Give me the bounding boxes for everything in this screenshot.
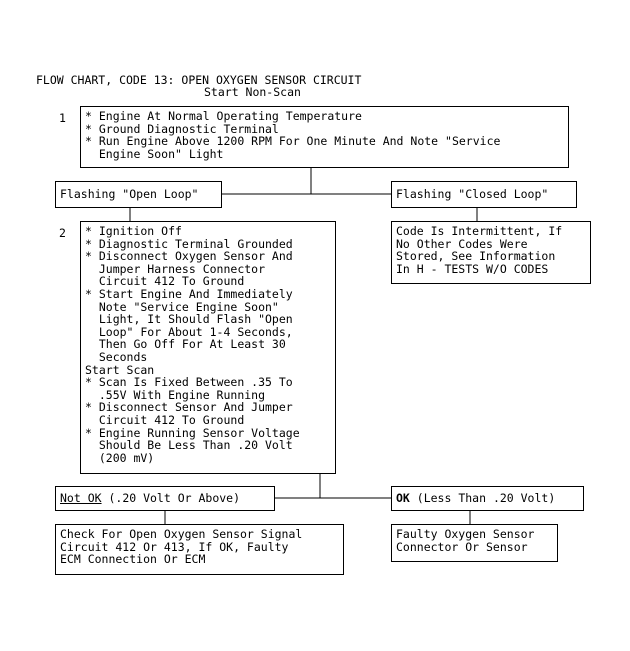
check-circuit-line: Circuit 412 Or 413, If OK, Faulty <box>60 539 289 554</box>
ok-key: OK <box>396 491 410 505</box>
intermittent-box <box>391 221 591 284</box>
chart-subtitle: Start Non-Scan <box>204 85 301 99</box>
step1-number: 1 <box>59 111 66 125</box>
faulty-sensor-text <box>396 528 534 553</box>
closed-loop-box <box>391 181 577 208</box>
intermittent-line: In H - TESTS W/O CODES <box>396 261 549 276</box>
check-circuit-line: Check For Open Oxygen Sensor Signal <box>60 527 303 541</box>
intermittent-line: No Other Codes Were <box>396 236 528 251</box>
step2-line: Light, It Should Flash "Open <box>85 312 293 327</box>
not-ok-box <box>55 486 275 511</box>
step2-text <box>85 225 300 464</box>
closed-loop-label: Flashing "Closed Loop" <box>396 187 549 201</box>
step2-line: Jumper Harness Connector <box>85 261 266 276</box>
check-circuit-box <box>55 524 344 575</box>
step2-line: * Engine Running Sensor Voltage <box>85 425 300 440</box>
ok-box <box>391 486 584 511</box>
ok-condition: (Less Than .20 Volt) <box>409 491 556 505</box>
step2-line: Loop" For About 1-4 Seconds, <box>85 324 293 339</box>
open-loop-label: Flashing "Open Loop" <box>60 187 199 201</box>
step2-line: Start Scan <box>85 362 155 377</box>
step2-line: Circuit 412 To Ground <box>85 274 245 289</box>
step2-line: Seconds <box>85 349 148 364</box>
chart-title: FLOW CHART, CODE 13: OPEN OXYGEN SENSOR CIRCUIT <box>36 73 362 87</box>
check-circuit-text <box>60 528 302 566</box>
step1-line: * Run Engine Above 1200 RPM For One Minute And Note "Service <box>85 134 501 149</box>
step1-line: * Ground Diagnostic Terminal <box>85 121 279 136</box>
step2-line: * Disconnect Sensor And Jumper <box>85 400 293 415</box>
step2-line: Note "Service Engine Soon" <box>85 299 279 314</box>
faulty-sensor-line: Connector Or Sensor <box>396 539 528 554</box>
ok-label <box>396 492 555 505</box>
not-ok-label <box>60 492 240 505</box>
intermittent-line: Stored, See Information <box>396 249 556 264</box>
step1-text <box>85 110 500 160</box>
open-loop-box <box>55 181 222 208</box>
faulty-sensor-box <box>391 524 558 562</box>
step1-line: * Engine At Normal Operating Temperature <box>85 109 362 123</box>
intermittent-line: Code Is Intermittent, If <box>396 224 563 238</box>
step2-line: Circuit 412 To Ground <box>85 412 245 427</box>
check-circuit-line: ECM Connection Or ECM <box>60 552 206 567</box>
step1-line: Engine Soon" Light <box>85 146 224 161</box>
step2-line: (200 mV) <box>85 450 155 465</box>
intermittent-text <box>396 225 562 275</box>
not-ok-condition: (.20 Volt Or Above) <box>101 491 241 505</box>
faulty-sensor-line: Faulty Oxygen Sensor <box>396 527 535 541</box>
step1-box <box>80 106 569 168</box>
step2-line: * Start Engine And Immediately <box>85 286 293 301</box>
step2-line: * Diagnostic Terminal Grounded <box>85 236 293 251</box>
step2-line: * Disconnect Oxygen Sensor And <box>85 249 293 264</box>
step2-line: * Scan Is Fixed Between .35 To <box>85 375 293 390</box>
step2-line: Should Be Less Than .20 Volt <box>85 438 293 453</box>
not-ok-key: Not OK <box>60 491 102 505</box>
step2-box <box>80 221 336 474</box>
step2-line: * Ignition Off <box>85 224 182 238</box>
step2-line: .55V With Engine Running <box>85 387 266 402</box>
step2-number: 2 <box>59 226 66 240</box>
step2-line: Then Go Off For At Least 30 <box>85 337 286 352</box>
